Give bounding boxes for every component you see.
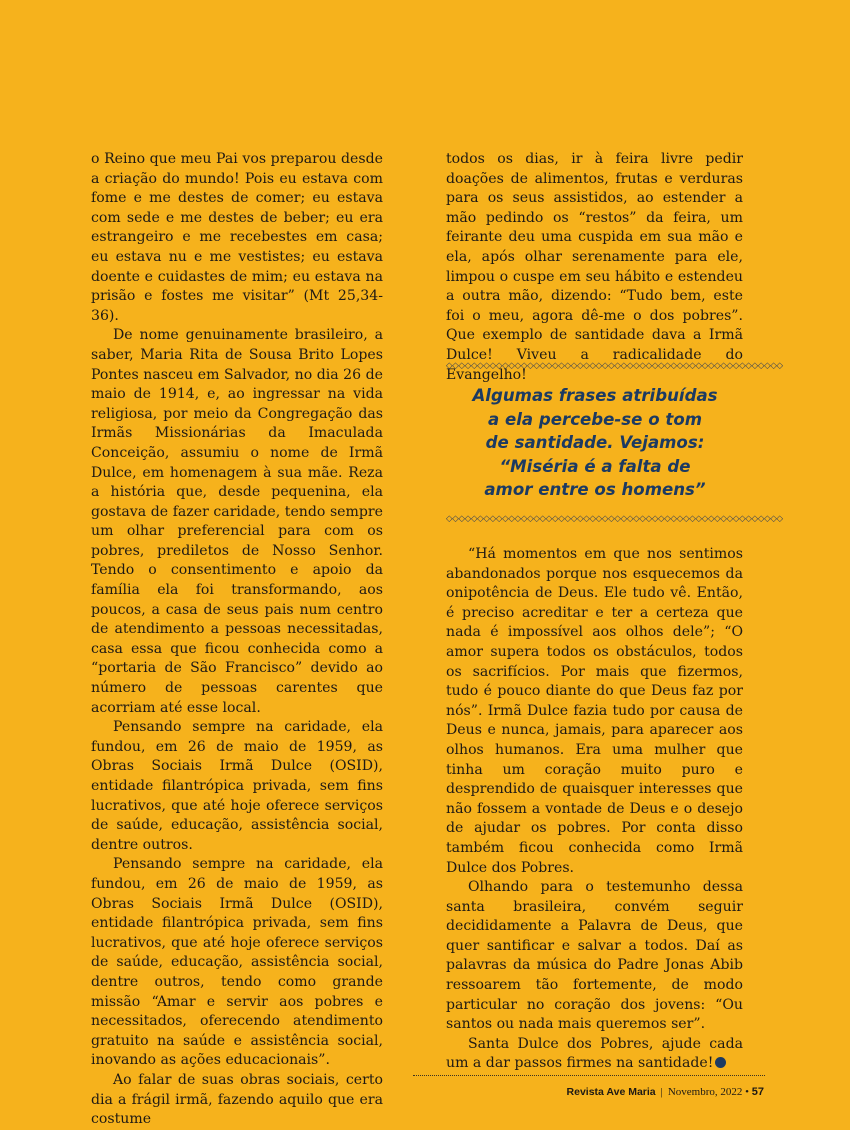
body-paragraph: Pensando sempre na caridade, ela fundou, em 26 de maio de 1959, as Obras Sociais Irmã Dulce (OSID), entidade filantrópica privada, sem fins lucrativos, que até hoje oferece serviços de saúde, educação, assistência social, dentre outros. <box>91 719 383 853</box>
diamond-divider-bottom: ◇◇◇◇◇◇◇◇◇◇◇◇◇◇◇◇◇◇◇◇◇◇◇◇◇◇◇◇◇◇◇◇◇◇◇◇◇◇◇◇◇◇◇◇◇◇◇◇◇◇◇◇◇◇ <box>446 514 783 524</box>
footer-separator: | <box>660 1086 663 1098</box>
magazine-name: Revista Ave Maria <box>566 1086 656 1098</box>
page-number: 57 <box>751 1086 764 1098</box>
body-paragraph: Olhando para o testemunho dessa santa brasileira, convém seguir decididamente a Palavra de Deus, que quer santificar e salvar a todos. Daí as palavras da música do Padre Jonas Abib ressoarem tão fortemente, de modo particular no coração dos jovens: “Ou santos ou nada mais queremos ser”. <box>446 879 743 1033</box>
left-column <box>91 150 383 1130</box>
body-paragraph: o Reino que meu Pai vos preparou desde a criação do mundo! Pois eu estava com fome e me destes de comer; eu estava com sede e me destes de beber; eu era estrangeiro e me recebestes em casa; eu estava nu e me vestistes; eu estava doente e cuidastes de mim; eu estava na prisão e fostes me visitar” (Mt 25,34-36). <box>91 151 383 324</box>
pull-quote-line: amor entre os homens” <box>484 480 706 500</box>
pull-quote-line: a ela percebe-se o tom <box>487 409 703 429</box>
last-paragraph <box>446 1035 743 1074</box>
right-column-top <box>446 150 783 385</box>
pull-quote <box>446 384 744 502</box>
pull-quote-line: “Miséria é a falta de <box>499 456 691 476</box>
issue-date: Novembro, 2022 <box>667 1086 743 1098</box>
body-paragraph: De nome genuinamente brasileiro, a saber, Maria Rita de Sousa Brito Lopes Pontes nasceu em Salvador, no dia 26 de maio de 1914, e, ao ingressar na vida religiosa, por meio da Congregação das Irmãs Missionárias da Imaculada Conceição, assumiu o nome de Irmã Dulce, em homenagem à sua mãe. Reza a história que, desde pequenina, ela gostava de fazer caridade, tendo sempre um olhar preferencial para com os pobres, prediletos de Nosso Senhor. Tendo o consentimento e apoio da família ela foi transformando, aos poucos, a casa de seus pais num centro de atendimento a pessoas necessitadas, casa essa que ficou conhecida como a “portaria de São Francisco” devido ao número de pessoas carentes que acorriam até esse local. <box>91 327 383 716</box>
end-mark-icon <box>715 1057 726 1068</box>
body-paragraph: todos os dias, ir à feira livre pedir doações de alimentos, frutas e verduras para os seus assistidos, ao estender a mão pedindo os “restos” da feira, um feirante deu uma cuspida em sua mão e ela, após olhar serenamente para ele, limpou o cuspe em seu hábito e estendeu a outra mão, dizendo: “Tudo bem, este foi o meu, agora dê-me o dos pobres”. Que exemplo de santidade dava a Irmã Dulce! Viveu a radicalidade do Evangelho! <box>446 151 743 383</box>
body-paragraph: Ao falar de suas obras sociais, certo dia a frágil irmã, fazendo aquilo que era costume <box>91 1071 383 1128</box>
right-column-bottom <box>446 545 743 1074</box>
body-paragraph: Pensando sempre na caridade, ela fundou, em 26 de maio de 1959, as Obras Sociais Irmã Dulce (OSID), entidade filantrópica privada, sem fins lucrativos, que até hoje oferece serviços de saúde, educação, assistência social, dentre outros, tendo como grande missão “Amar e servir aos pobres e necessitados, oferecendo atendimento gratuito na saúde e assistência social, inovando as ações educacionais”. <box>91 856 383 1069</box>
pull-quote-line: Algumas frases atribuídas <box>472 386 718 405</box>
pull-quote-line: de santidade. Vejamos: <box>485 433 705 453</box>
body-paragraph: “Há momentos em que nos sentimos abandonados porque nos esquecemos da onipotência de Deus. Ele tudo vê. Então, é preciso acreditar e ter a certeza que nada é impossível aos olhos dele”; “O amor supera todos os obstáculos, todos os sacrifícios. Por mais que fizermos, tudo é pouco diante do que Deus faz por nós”. Irmã Dulce fazia tudo por causa de Deus e nunca, jamais, para aparecer aos olhos humanos. Era uma mulher que tinha um coração muito puro e desprendido de quaisquer interesses que não fossem a vontade de Deus e o desejo de ajudar os pobres. Por conta disso também ficou conhecida como Irmã Dulce dos Pobres. <box>446 546 743 876</box>
diamond-divider-top: ◇◇◇◇◇◇◇◇◇◇◇◇◇◇◇◇◇◇◇◇◇◇◇◇◇◇◇◇◇◇◇◇◇◇◇◇◇◇◇◇◇◇◇◇◇◇◇◇◇◇◇◇◇◇ <box>446 361 783 371</box>
page-footer <box>567 1086 764 1098</box>
footer-divider <box>413 1075 765 1076</box>
closing-sentence: Santa Dulce dos Pobres, ajude cada um a dar passos firmes na santidade! <box>446 1035 743 1072</box>
footer-bullet: • <box>745 1086 749 1098</box>
